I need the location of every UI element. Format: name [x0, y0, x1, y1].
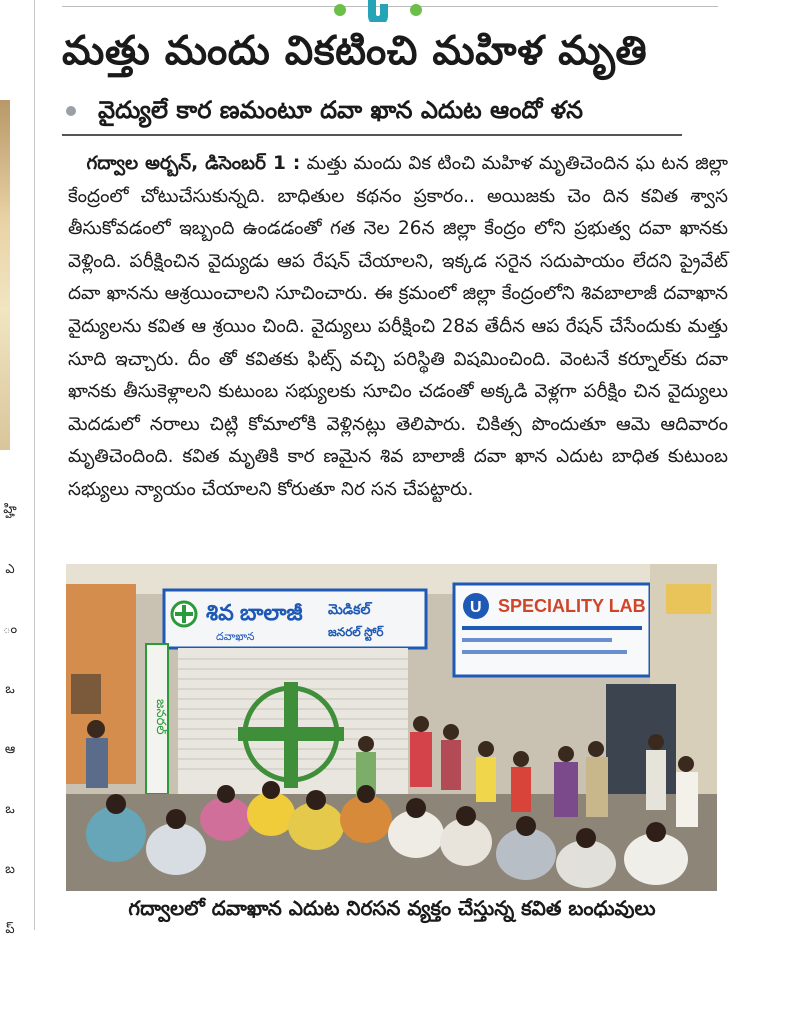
article-body	[68, 148, 728, 507]
bullet-icon	[66, 106, 76, 116]
shop-sign-right: మెడికల్	[328, 601, 371, 617]
article-body-text: మత్తు మందు విక టించి మహిళ మృతిచెందిన ఘ టన జిల్లా కేంద్రంలో చోటుచేసుకున్నది. బాధితుల కథనం ప్రకారం.. అయిజకు చెం దిన కవిత శ్వాస తీసుకోవడంలో ఇబ్బంది ఉండడంతో గత నెల 26న జిల్లా కేంద్రం లోని ప్రభుత్వ దవా ఖానకు వెళ్లింది. పరీక్షించిన వైద్యుడు ఆప రేషన్ చేయాలని, ఇక్కడ సరైన సదుపాయం లేదని ప్రైవేట్ దవా ఖానను ఆశ్రయించాలని సూచించారు. ఈ క్రమంలో జిల్లా కేంద్రంలోని శివబాలాజీ దవాఖాన వైద్యులను కవిత ఆ శ్రయిం చింది. వైద్యులు పరీక్షించి 28వ తేదీన ఆప రేషన్ చేసేందుకు మత్తు సూది ఇచ్చారు. దీం తో కవితకు ఫిట్స్ వచ్చి పరిస్థితి విషమించింది. వెంటనే కర్నూల్‌కు దవా ఖానకు తీసుకెళ్లాలని కుటుంబ సభ్యులకు సూచిం చడంతో అక్కడి వెళ్లగా పరీక్షిం చిన వైద్యులు మెదడులో నరాలు చిట్లి కోమాలోకి వెళ్లినట్లు తెలిపారు. చికిత్స పొందుతూ ఆమె ఆదివారం మృతిచెందింది. కవిత మృతికి కార ణమైన శివ బాలాజీ దవా ఖాన ఎదుట బాధిత కుటుంబ సభ్యులు న్యాయం చేయాలని కోరుతూ నిర సన చేపట్టారు.	[68, 153, 728, 500]
article-subheadline: వైద్యులే కార ణమంటూ దవా ఖాన ఎదుట ఆందో ళన	[98, 96, 583, 124]
column-divider	[34, 0, 35, 930]
shop-sign-sub: దవాఖాన	[216, 631, 255, 643]
photo-caption: గద్వాలలో దవాఖాన ఎదుట నిరసన వ్యక్తం చేస్తున్న కవిత బంధువులు	[128, 896, 656, 920]
adjacent-text-fragment: హ్హి ఎ ం ఒ ఆ ఒ బ ప్	[2, 502, 18, 937]
article-dateline: గద్వాల అర్బన్, డిసెంబర్ 1 :	[86, 153, 301, 174]
shop-sign-sub2: జనరల్ స్టోర్	[328, 625, 384, 639]
lab-logo: U	[470, 599, 482, 616]
news-photo	[66, 564, 717, 891]
subheadline-block	[62, 94, 682, 136]
pillar-sign: జనరల్	[154, 699, 169, 735]
article-headline: మత్తు మందు వికటించి మహిళ మృతి	[62, 28, 648, 74]
shop-sign-main: శివ బాలాజీ	[206, 600, 303, 625]
lab-sign: SPECIALITY LAB	[498, 596, 646, 616]
publication-logo-icon	[328, 0, 428, 22]
adjacent-photo-fragment	[0, 100, 10, 450]
